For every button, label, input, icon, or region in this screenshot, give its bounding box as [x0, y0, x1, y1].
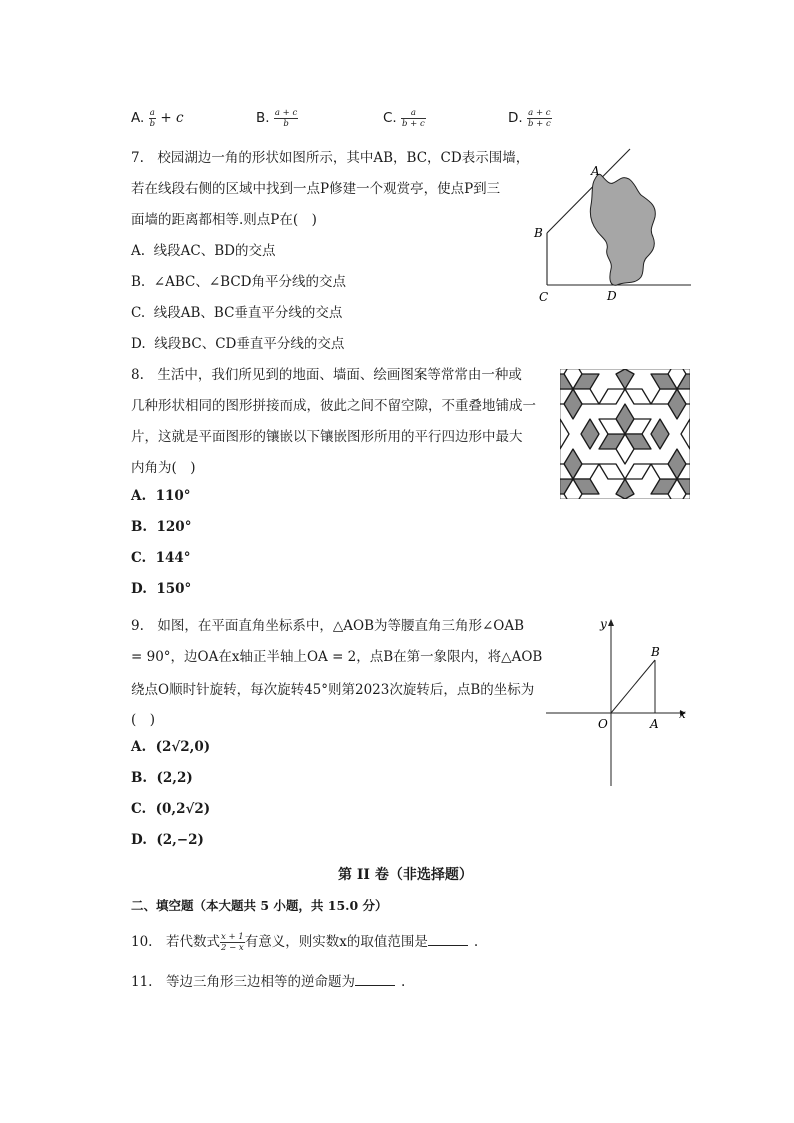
- fraction-denominator: 2 − x: [220, 943, 244, 953]
- q11: [131, 970, 405, 990]
- q6-option-c-label: C.: [383, 110, 397, 126]
- section-title: 第 II 卷（非选择题）: [338, 867, 473, 883]
- q6-option-d: [508, 108, 552, 129]
- label-b: B: [651, 645, 660, 659]
- q9-line-4: ( ): [131, 712, 156, 728]
- fraction-denominator: b + c: [527, 119, 551, 129]
- q6-option-a-fraction: [149, 108, 156, 129]
- q8-option-d: D. 150°: [131, 581, 192, 597]
- q6-option-b: [256, 108, 298, 129]
- q10-end: .: [473, 934, 479, 950]
- q8-line-3: 片，这就是平面图形的镶嵌以下镶嵌图形所用的平行四边形中最大: [131, 429, 523, 445]
- q7-line-2: 若在线段右侧的区域中找到一点P修建一个观赏亭，使点P到三: [131, 181, 501, 197]
- label-o: O: [598, 717, 608, 731]
- answer-blank[interactable]: [428, 933, 468, 946]
- q10: [131, 930, 478, 953]
- q8-option-c: C. 144°: [131, 550, 191, 566]
- fraction-numerator: a + c: [528, 108, 551, 118]
- q8-option-a: A. 110°: [131, 488, 191, 504]
- q10-suffix: 有意义，则实数x的取值范围是: [244, 934, 428, 950]
- q7-line-1: 7. 校园湖边一角的形状如图所示，其中AB，BC，CD表示围墙，: [131, 150, 530, 166]
- q8-line-2: 几种形状相同的图形拼接而成，彼此之间不留空隙，不重叠地铺成一: [131, 398, 536, 414]
- label-a: A: [650, 717, 659, 731]
- fraction-numerator: a: [149, 108, 155, 118]
- q6-option-a-label: A.: [131, 110, 145, 126]
- label-y: y: [600, 617, 607, 631]
- q6-option-b-fraction: [274, 108, 298, 129]
- q6-option-a: [131, 108, 184, 129]
- q9-coordinate-figure: [540, 612, 695, 790]
- q10-fraction: [220, 932, 245, 953]
- lake-shape: [590, 174, 655, 285]
- q10-prefix: 10. 若代数式: [131, 934, 220, 950]
- q9-line-1: 9. 如图，在平面直角坐标系中，△AOB为等腰直角三角形∠OAB: [131, 618, 525, 634]
- q7-option-d: D. 线段BC、CD垂直平分线的交点: [131, 336, 345, 352]
- label-d: D: [607, 289, 617, 303]
- fraction-denominator: b + c: [402, 119, 425, 129]
- label-b: B: [534, 226, 543, 240]
- q8-line-4: 内角为( ): [131, 460, 196, 476]
- label-c: C: [539, 290, 549, 304]
- fraction-denominator: b: [149, 119, 156, 129]
- part2-header: 二、填空题（本大题共 5 小题，共 15.0 分）: [131, 898, 388, 913]
- q6-option-d-fraction: [527, 108, 552, 129]
- q6-option-d-label: D.: [508, 110, 523, 126]
- q11-text: 11. 等边三角形三边相等的逆命题为: [131, 974, 355, 990]
- side-ob: [611, 660, 655, 713]
- fraction-numerator: a: [401, 108, 426, 119]
- y-axis-arrow: [608, 619, 614, 626]
- q7-option-c: C. 线段AB、BC垂直平分线的交点: [131, 305, 343, 321]
- label-a: A: [591, 164, 600, 178]
- q9-line-3: 绕点O顺时针旋转，每次旋转45°则第2023次旋转后，点B的坐标为: [131, 682, 535, 698]
- answer-blank[interactable]: [355, 973, 395, 986]
- q6-option-c-fraction: [401, 108, 426, 129]
- q7-option-a: A. 线段AC、BD的交点: [131, 243, 276, 259]
- q7-option-b: B. ∠ABC、∠BCD角平分线的交点: [131, 274, 346, 290]
- fraction-numerator: x + 1: [220, 932, 244, 942]
- fraction-denominator: b: [283, 119, 289, 129]
- q9-option-c: C. (0,2√2): [131, 801, 211, 817]
- q7-line-3: 面墙的距离都相等.则点P在( ): [131, 212, 317, 228]
- q8-line-1: 8. 生活中，我们所见到的地面、墙面、绘画图案等常常由一种或: [131, 367, 522, 383]
- q9-option-d: D. (2,−2): [131, 832, 204, 848]
- q6-option-a-suffix: + c: [160, 110, 184, 126]
- q9-line-2: = 90°，边OA在x轴正半轴上OA = 2，点B在第一象限内，将△AOB: [131, 649, 543, 665]
- q8-option-b: B. 120°: [131, 519, 192, 535]
- q11-end: .: [400, 974, 406, 990]
- q6-option-b-label: B.: [256, 110, 270, 126]
- fraction-numerator: a + c: [274, 108, 298, 118]
- q8-tessellation-figure: [560, 369, 690, 499]
- q9-option-b: B. (2,2): [131, 770, 193, 786]
- q6-option-c: [383, 108, 426, 129]
- label-x: x: [679, 707, 686, 721]
- q9-option-a: A. (2√2,0): [131, 739, 211, 755]
- q7-lake-figure: [525, 145, 695, 307]
